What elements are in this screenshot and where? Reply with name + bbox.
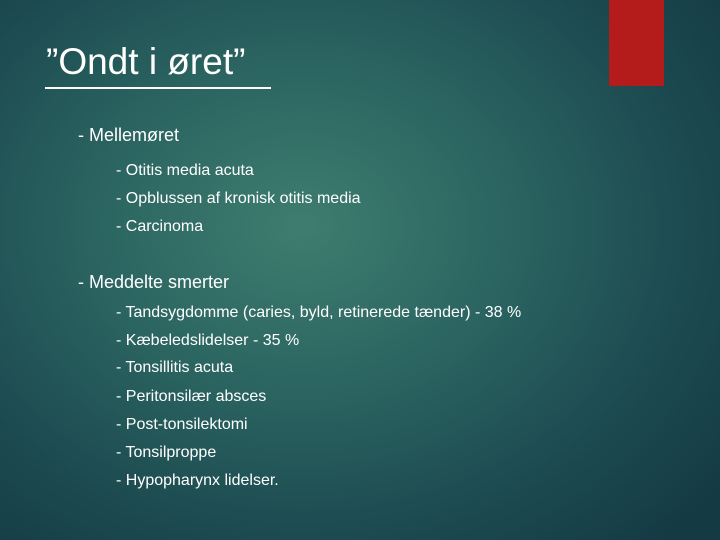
slide-title: ”Ondt i øret”: [46, 41, 246, 82]
section-heading-mellemoret: - Mellemøret: [78, 125, 180, 145]
list-item: - Otitis media acuta: [116, 162, 254, 179]
section-heading-meddelte-smerter: - Meddelte smerter: [78, 272, 230, 292]
list-item: - Tandsygdomme (caries, byld, retinerede tænder) - 38 %: [116, 304, 522, 321]
list-item: - Post-tonsilektomi: [116, 416, 248, 433]
list-item: - Tonsilproppe: [116, 444, 217, 461]
accent-bar: [609, 0, 664, 86]
list-item: - Carcinoma: [116, 218, 204, 235]
title-underline: [45, 87, 271, 89]
list-item: - Tonsillitis acuta: [116, 359, 234, 376]
list-item: - Kæbeledslidelser - 35 %: [116, 332, 300, 349]
list-item: - Hypopharynx lidelser.: [116, 472, 279, 489]
list-item: - Opblussen af kronisk otitis media: [116, 190, 361, 207]
list-item: - Peritonsilær absces: [116, 388, 267, 405]
